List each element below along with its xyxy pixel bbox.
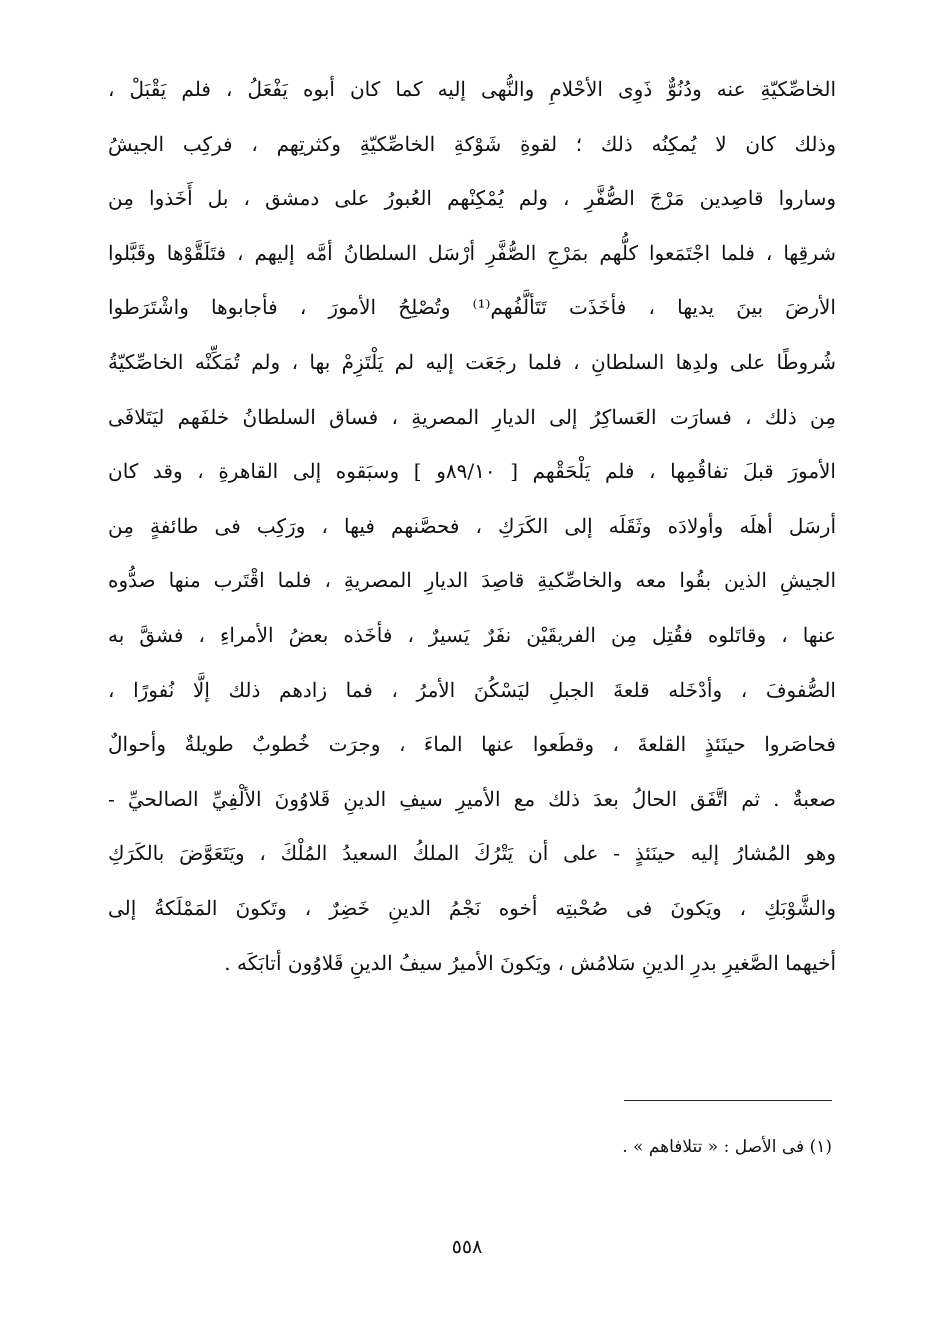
text-line: مِن ذلك ، فسارَت العَساكِرُ إلى الديارِ المصريةِ ، فساق السلطانُ خلفَهم ليَتَلافَى: [108, 404, 836, 429]
text-line: الجيشِ الذين بقُوا معه والخاصِّكيةِ قاصِدَ الديارِ المصريةِ ، فلما اقْتَرب منها صدُّوه: [108, 568, 836, 593]
text-line: فحاصَروا حينَئذٍ القلعةَ ، وقطَعوا عنها الماءَ ، وجرَت خُطوبٌ طويلةٌ وأحوالٌ: [108, 732, 836, 757]
text-line: الأمورَ قبلَ تفاقُمِها ، فلم يَلْحَقْهم [ ٨٩/١٠و ] وسبَقوه إلى القاهرةِ ، وقد كان: [108, 459, 836, 484]
main-text-block: [108, 62, 836, 990]
text-line: وذلك كان لا يُمكِنُه ذلك ؛ لقوةِ شَوْكةِ الخاصِّكيّةِ وكثرتِهم ، فركِب الجيشُ: [108, 131, 836, 156]
text-line: شرقِها ، فلما اجْتَمَعوا كلُّهم بمَرْجِ الصُّفَّرِ أرْسَل السلطانُ أمَّه إليهم ، فتَلَقَّوْها وقَبَّلوا: [108, 240, 836, 265]
text-line: أرسَل أهلَه وأولادَه وثَقَلَه إلى الكَرَكِ ، فحصَّنهم فيها ، ورَكِب فى طائفةٍ مِن: [108, 513, 836, 538]
text-line: عنها ، وقاتَلوه فقُتِل مِن الفريقَيْن نفَرٌ يَسيرٌ ، فأخَذه بعضُ الأمراءِ ، فشقَّ به: [108, 622, 836, 647]
text-line: وساروا قاصِدين مَرْجَ الصُّفَّرِ ، ولم يُمْكِنْهم العُبورُ على دمشق ، بل أَخَذوا مِن: [108, 186, 836, 211]
footnote-divider: [624, 1100, 832, 1101]
footnote: (١) فى الأصل : « تتلافاهم » .: [622, 1137, 832, 1157]
text-line: أخيهما الصَّغيرِ بدرِ الدينِ سَلامُش ، ويَكونَ الأميرُ سيفُ الدينِ قَلاوُون أتابَكَه .: [224, 950, 836, 975]
text-line: شُروطًا على ولدِها السلطانِ ، فلما رجَعَت إليه لم يَلْتَزِمْ بها ، ولم تُمَكِّنْه الخاصِّكيّةُ: [108, 349, 836, 374]
text-line: وهو المُشارُ إليه حينَئذٍ - على أن يَتْرُكَ الملكُ السعيدُ المُلْكَ ، ويَتَعَوَّضَ بالكَرَكِ: [108, 841, 836, 866]
text-line: صعبةٌ . ثم اتَّفَق الحالُ بعدَ ذلك مع الأميرِ سيفِ الدينِ قَلاوُونَ الألْفِيِّ الصالحيِّ -: [108, 786, 836, 811]
text-line: والشَّوْبَكِ ، ويَكونَ فى صُحْبتِه أخوه نَجْمُ الدينِ خَضِرٌ ، وتَكونَ المَمْلَكةُ إلى: [108, 895, 836, 920]
text-line: الصُّفوفَ ، وأدْخَله قلعةَ الجبلِ ليَسْكُنَ الأمرُ ، فما زادهم ذلك إلَّا نُفورًا ،: [108, 677, 836, 702]
text-line: الخاصِّكيّةِ عنه ودُنُوٌّ ذَوِى الأحْلامِ والنُّهى إليه كما كان أبوه يَفْعَلُ ، فلم يَقْبَلْ ،: [108, 77, 836, 101]
text-line: الأرضَ بينَ يديها ، فأخَذَت تَتَألَّفُهم⁽¹⁾ وتُصْلِحُ الأمورَ ، فأجابوها واشْتَرَطوا: [108, 295, 836, 320]
page-number: ٥٥٨: [451, 1236, 483, 1258]
